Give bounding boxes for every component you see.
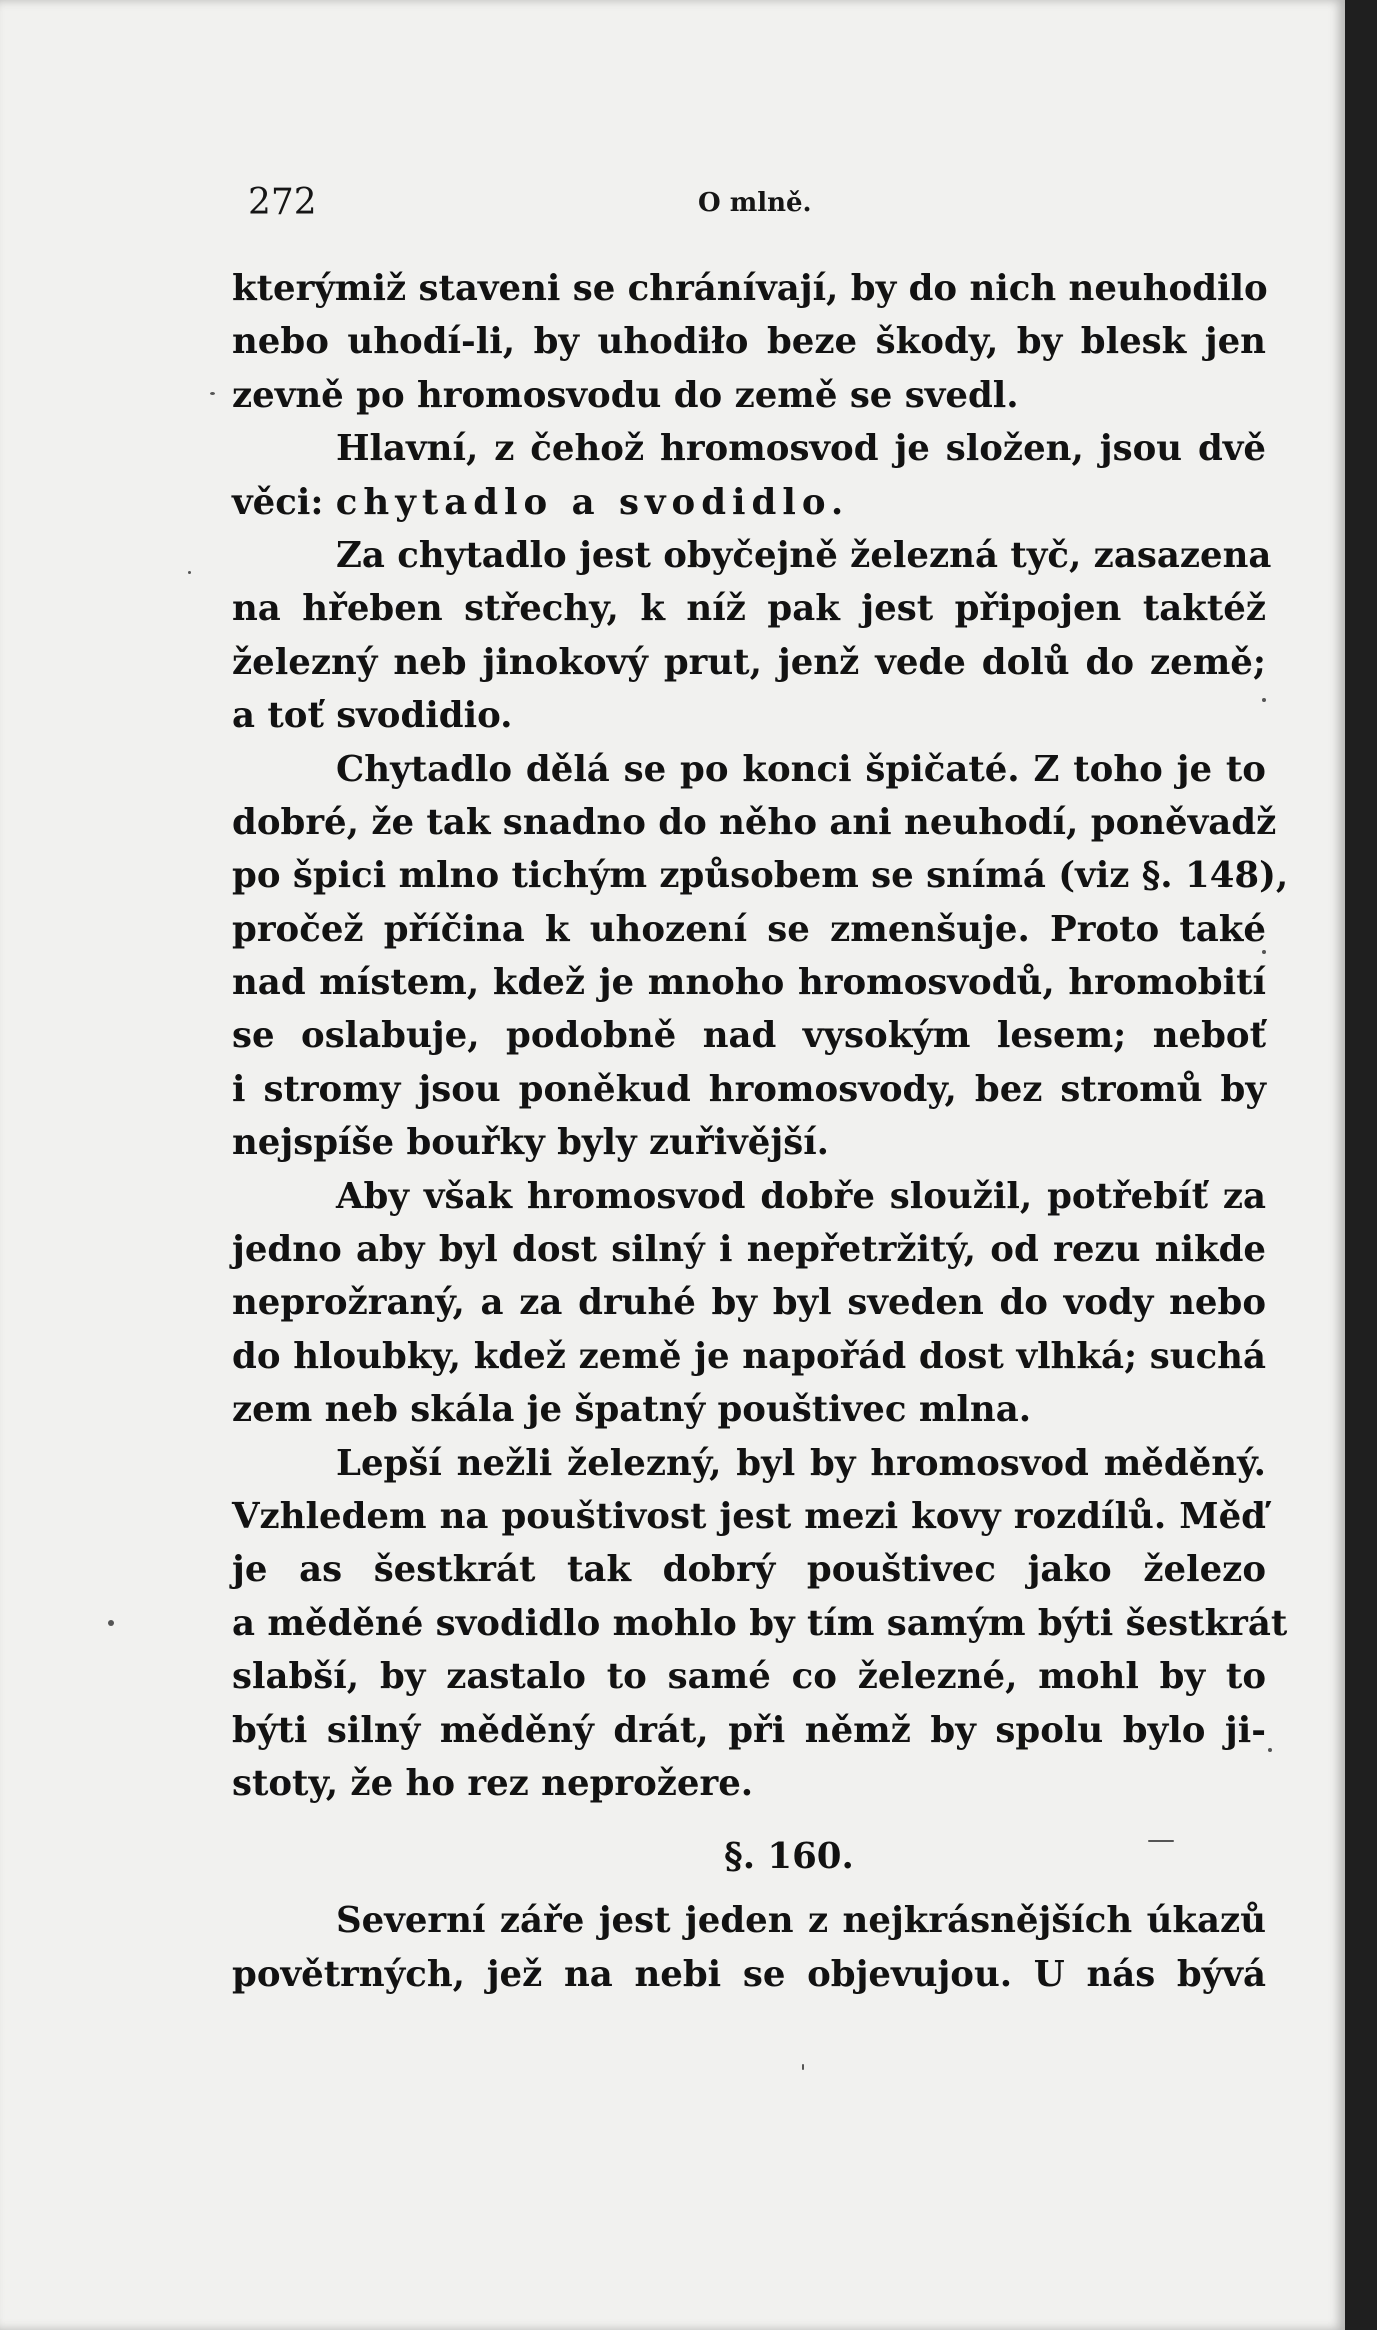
body-text (232, 262, 1289, 2001)
text-line: dobré, že tak snadno do něho ani neuhodí, poněvadž (232, 801, 1277, 843)
text-line: na hřeben střechy, k níž pak jest připojen taktéž (232, 588, 1266, 630)
paper-speck (1262, 950, 1266, 954)
text-line: kterýmiž staveni se chránívají, by do nich neuhodilo (232, 268, 1268, 309)
text-line: nebo uhodí-li, by uhodiło beze škody, by blesk jen (232, 321, 1266, 363)
text-line: Lepší nežli železný, byl by hromosvod měděný. (336, 1442, 1266, 1484)
text-line: zevně po hromosvodu do země se svedl. (232, 374, 1019, 416)
paper-speck (108, 1620, 114, 1626)
scan-edge (1345, 0, 1377, 2330)
page-header (248, 182, 1258, 242)
text-line: Chytadlo dělá se po konci špičaté. Z toho je to (336, 748, 1266, 790)
section-heading: §. 160. (724, 1836, 854, 1878)
text-line (232, 1894, 1266, 1947)
text-line: Aby však hromosvod dobře sloužil, potřebíť za (336, 1175, 1266, 1217)
section-term: Severní záře (336, 1900, 585, 1942)
text-line: Vzhledem na pouštivost jest mezi kovy rozdílů. Měď (232, 1495, 1266, 1537)
text-line: a měděné svodidlo mohlo by tím samým býti šestkrát (232, 1602, 1288, 1644)
text-line: a toť svodidio. (232, 695, 513, 737)
running-title: O mlně. (698, 188, 812, 218)
text-line: je as šestkrát tak dobrý pouštivec jako železo (232, 1549, 1266, 1591)
text-line: povětrných, jež na nebi se objevujou. U nás bývá (232, 1953, 1266, 1995)
paper-speck (802, 2064, 804, 2070)
text-line: se oslabuje, podobně nad vysokým lesem; neboť (232, 1015, 1266, 1057)
paper-speck (1148, 1840, 1174, 1842)
text-line: Za chytadlo jest obyčejně železná tyč, zasazena (336, 534, 1272, 576)
text-line: nejspíše bouřky byly zuřivější. (232, 1122, 830, 1164)
text-line: slabší, by zastalo to samé co železné, mohl by to (232, 1656, 1266, 1698)
text-line: Hlavní, z čehož hromosvod je složen, jsou dvě (336, 428, 1266, 470)
text-line: býti silný měděný drát, při němž by spolu bylo ji- (232, 1709, 1266, 1751)
text-line (232, 476, 1266, 529)
text-fragment: jest jeden z nejkrásnějších úkazů (598, 1900, 1266, 1942)
text-line: po špici mlno tichým způsobem se snímá (viz §. 148), (232, 855, 1289, 897)
paper-speck (188, 571, 191, 574)
emphasized-terms: chytadlo a svodidlo. (335, 481, 850, 523)
paper-speck (1268, 1748, 1272, 1752)
paper-speck (1262, 698, 1266, 702)
text-fragment: věci: (232, 481, 324, 523)
text-line: jedno aby byl dost silný i nepřetržitý, od rezu nikde (232, 1229, 1266, 1271)
text-line: stoty, že ho rez neprožere. (232, 1762, 754, 1804)
text-line: do hloubky, kdež země je napořád dost vlhká; suchá (232, 1335, 1266, 1377)
text-line: i stromy jsou poněkud hromosvody, bez stromů by (232, 1068, 1266, 1110)
text-line: železný neb jinokový prut, jenž vede dolů do země; (232, 641, 1266, 683)
text-line: nad místem, kdež je mnoho hromosvodů, hromobití (232, 962, 1266, 1004)
text-line: zem neb skála je špatný pouštivec mlna. (232, 1389, 1032, 1431)
page-number: 272 (248, 182, 317, 223)
paper-speck (210, 392, 215, 395)
text-line: neprožraný, a za druhé by byl sveden do vody nebo (232, 1282, 1266, 1324)
text-line: pročež příčina k uhození se zmenšuje. Proto také (232, 908, 1266, 950)
